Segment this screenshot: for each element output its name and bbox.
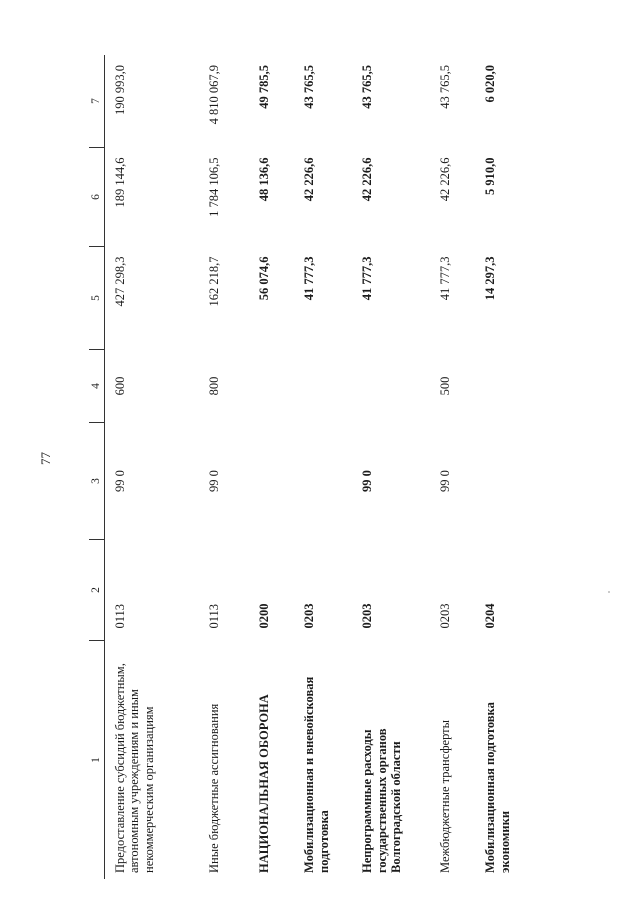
row-target: 99 0 [112, 470, 127, 492]
row-target: 99 0 [207, 470, 221, 492]
row-type [249, 350, 294, 423]
row-name: Предоставление субсидий бюджетным, автономным учреждениям и иным некоммерческим организациям [112, 663, 156, 873]
row-name: Межбюджетные трансферты [438, 719, 452, 873]
row-name: Непрограммные расходы государственных органов Волгоградской области [360, 728, 403, 873]
row-value-7: 43 765,5 [302, 65, 316, 109]
page-number: 77 [38, 452, 53, 465]
row-type: 500 [438, 376, 452, 396]
table-row [352, 55, 430, 879]
row-value-5: 162 218,7 [207, 256, 221, 307]
row-name: Иные бюджетные ассигнования [207, 703, 221, 873]
row-type: 800 [207, 376, 221, 396]
row-type [352, 350, 430, 423]
row-value-5: 41 777,3 [302, 256, 316, 301]
row-code: 0203 [360, 603, 374, 629]
row-value-5: 14 297,3 [483, 256, 497, 301]
row-code: 0203 [438, 603, 452, 629]
table-row [199, 55, 249, 879]
table-row [249, 55, 294, 879]
row-code: 0113 [112, 603, 127, 629]
table-row [294, 55, 352, 879]
table-row [430, 55, 475, 879]
row-value-5: 56 074,6 [257, 256, 271, 301]
row-value-6: 48 136,6 [257, 157, 271, 202]
column-header: 3 [89, 423, 104, 540]
row-target [475, 423, 525, 540]
scan-speck [608, 591, 610, 593]
row-name: НАЦИОНАЛЬНАЯ ОБОРОНА [257, 694, 271, 873]
row-type [294, 350, 352, 423]
row-name: Мобилизационная подготовка экономики [483, 702, 512, 873]
row-value-7: 6 020,0 [483, 65, 497, 103]
row-code: 0200 [257, 603, 271, 629]
row-target: 99 0 [360, 470, 374, 492]
column-header: 2 [89, 540, 104, 641]
row-target [249, 423, 294, 540]
row-value-7: 43 765,5 [438, 65, 452, 109]
column-header: 7 [89, 55, 104, 148]
row-type: 600 [112, 376, 127, 396]
row-value-6: 5 910,0 [483, 157, 497, 195]
row-type [475, 350, 525, 423]
row-value-6: 1 784 106,5 [207, 157, 221, 217]
row-value-7: 49 785,5 [257, 65, 271, 109]
row-code: 0203 [302, 603, 316, 629]
row-value-6: 42 226,6 [438, 157, 452, 202]
row-value-6: 189 144,6 [112, 157, 127, 208]
column-header: 1 [89, 641, 104, 880]
row-value-6: 42 226,6 [360, 157, 374, 202]
row-value-7: 43 765,5 [360, 65, 374, 109]
table-row [475, 55, 525, 879]
row-name: Мобилизационная и вневойсковая подготовка [302, 676, 331, 873]
table-header-row [89, 55, 104, 879]
budget-table [89, 55, 525, 879]
row-value-5: 41 777,3 [360, 256, 374, 301]
column-header: 4 [89, 350, 104, 423]
column-header: 6 [89, 148, 104, 247]
row-target: 99 0 [438, 470, 452, 492]
row-code: 0113 [207, 603, 221, 629]
column-header: 5 [89, 247, 104, 350]
row-value-5: 427 298,3 [112, 256, 127, 307]
row-code: 0204 [483, 603, 497, 629]
row-target [294, 423, 352, 540]
row-value-7: 190 993,0 [112, 65, 127, 115]
table-row [104, 55, 199, 879]
row-value-5: 41 777,3 [438, 256, 452, 301]
row-value-6: 42 226,6 [302, 157, 316, 202]
row-value-7: 4 810 067,9 [207, 65, 221, 125]
